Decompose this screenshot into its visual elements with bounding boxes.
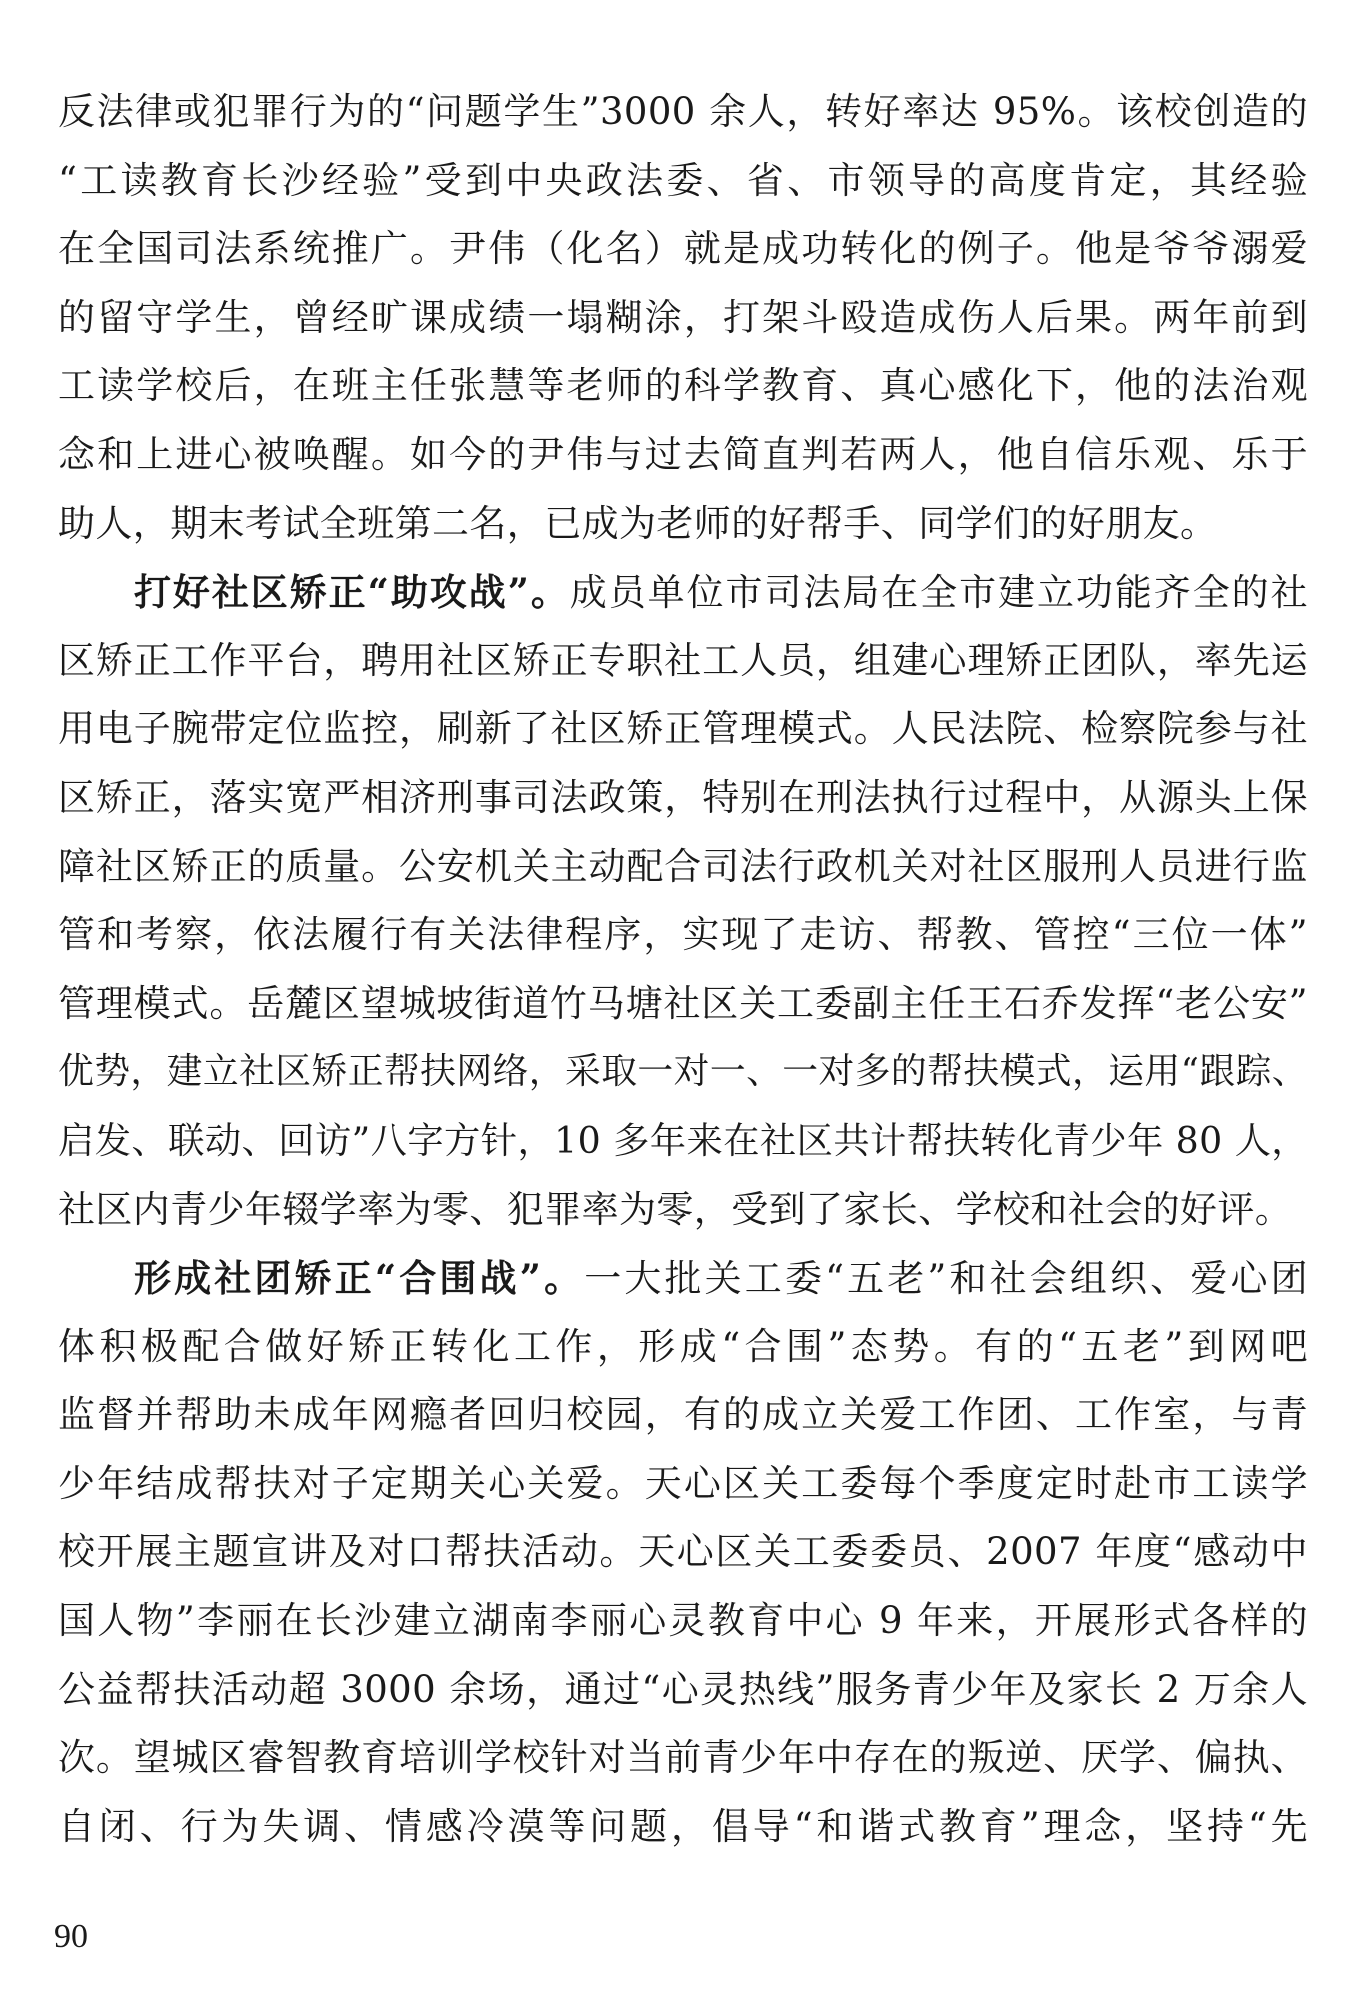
text-line: 启发、联动、回访”八字方针，10 多年来在社区共计帮扶转化青少年 80 人， — [58, 1118, 1308, 1162]
text-line — [58, 1244, 1308, 1313]
text-line: 念和上进心被唤醒。如今的尹伟与过去简直判若两人，他自信乐观、乐于 — [58, 432, 1308, 476]
text-line: 障社区矫正的质量。公安机关主动配合司法行政机关对社区服刑人员进行监 — [58, 844, 1308, 888]
text-line: “工读教育长沙经验”受到中央政法委、省、市领导的高度肯定，其经验 — [58, 158, 1308, 202]
text-line: 公益帮扶活动超 3000 余场，通过“心灵热线”服务青少年及家长 2 万余人 — [58, 1667, 1308, 1711]
text-line: 工读学校后，在班主任张慧等老师的科学教育、真心感化下，他的法治观 — [58, 364, 1308, 408]
text-line: 区矫正工作平台，聘用社区矫正专职社工人员，组建心理矫正团队，率先运 — [58, 638, 1308, 682]
paragraph-3 — [58, 1244, 1308, 1861]
text-line: 管和考察，依法履行有关法律程序，实现了走访、帮教、管控“三位一体” — [58, 913, 1308, 957]
paragraph-heading: 打好社区矫正“助攻战”。 — [134, 570, 570, 615]
text-line: 少年结成帮扶对子定期关心关爱。天心区关工委每个季度定时赴市工读学 — [58, 1461, 1308, 1505]
text-run: 成员单位市司法局在全市建立功能齐全的社 — [569, 571, 1308, 615]
text-line: 优势，建立社区矫正帮扶网络，采取一对一、一对多的帮扶模式，运用“跟踪、 — [58, 1051, 1308, 1093]
text-line — [58, 558, 1308, 627]
text-line: 国人物”李丽在长沙建立湖南李丽心灵教育中心 9 年来，开展形式各样的 — [58, 1599, 1308, 1643]
paragraph-1 — [58, 78, 1308, 558]
page-number: 90 — [54, 1918, 88, 1955]
text-line: 用电子腕带定位监控，刷新了社区矫正管理模式。人民法院、检察院参与社 — [58, 707, 1308, 751]
text-line: 监督并帮助未成年网瘾者回归校园，有的成立关爱工作团、工作室，与青 — [58, 1393, 1308, 1437]
paragraph-heading: 形成社团矫正“合围战”。 — [134, 1256, 585, 1301]
text-line: 次。望城区睿智教育培训学校针对当前青少年中存在的叛逆、厌学、偏执、 — [58, 1736, 1308, 1780]
text-run: 一大批关工委“五老”和社会组织、爱心团 — [584, 1257, 1308, 1301]
text-line: 校开展主题宣讲及对口帮扶活动。天心区关工委委员、2007 年度“感动中 — [58, 1530, 1308, 1574]
text-line: 区矫正，落实宽严相济刑事司法政策，特别在刑法执行过程中，从源头上保 — [58, 775, 1308, 819]
text-line: 助人，期末考试全班第二名，已成为老师的好帮手、同学们的好朋友。 — [58, 501, 1218, 545]
text-line: 的留守学生，曾经旷课成绩一塌糊涂，打架斗殴造成伤人后果。两年前到 — [58, 295, 1308, 339]
page-body — [58, 78, 1308, 1861]
text-line: 自闭、行为失调、情感冷漠等问题，倡导“和谐式教育”理念，坚持“先 — [58, 1804, 1308, 1848]
text-line: 管理模式。岳麓区望城坡街道竹马塘社区关工委副主任王石乔发挥“老公安” — [58, 981, 1308, 1025]
text-line: 体积极配合做好矫正转化工作，形成“合围”态势。有的“五老”到网吧 — [58, 1324, 1308, 1368]
text-line: 反法律或犯罪行为的“问题学生”3000 余人，转好率达 95%。该校创造的 — [58, 90, 1308, 133]
text-line: 社区内青少年辍学率为零、犯罪率为零，受到了家长、学校和社会的好评。 — [58, 1187, 1293, 1231]
text-line: 在全国司法系统推广。尹伟（化名）就是成功转化的例子。他是爷爷溺爱 — [58, 227, 1308, 271]
paragraph-2 — [58, 558, 1308, 1244]
